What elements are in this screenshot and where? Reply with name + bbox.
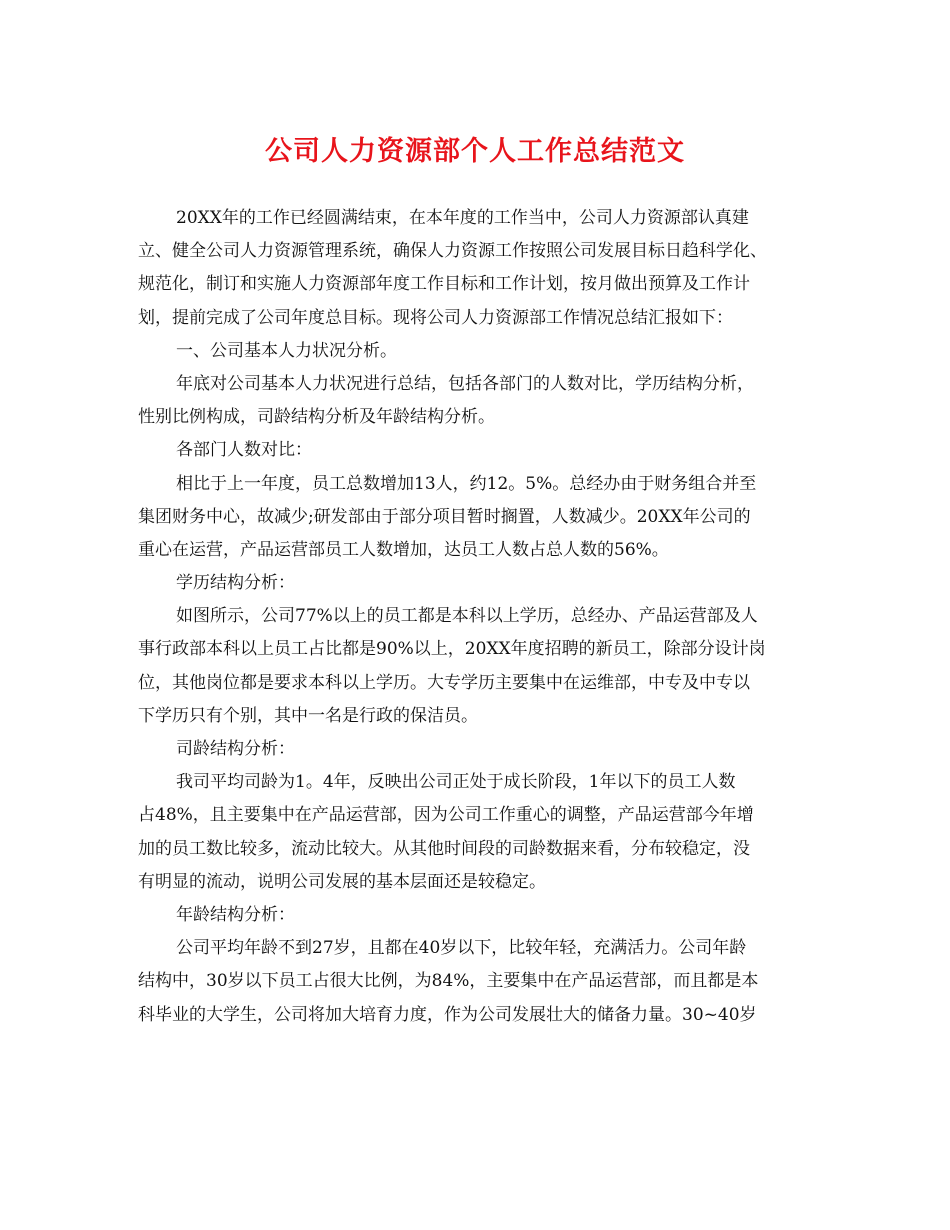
subsection-heading: 司龄结构分析： [176, 739, 295, 759]
paragraph-line: 占48%，且主要集中在产品运营部，因为公司工作重心的调整，产品运营部今年增 [138, 805, 754, 826]
paragraph-line: 有明显的流动，说明公司发展的基本层面还是较稳定。 [138, 871, 546, 892]
subsection-heading: 各部门人数对比： [176, 440, 312, 461]
paragraph-line: 性别比例构成，司龄结构分析及年龄结构分析。 [138, 407, 495, 428]
paragraph-line: 集团财务中心，故减少;研发部由于部分项目暂时搁置，人数减少。20XX年公司的 [138, 506, 751, 527]
paragraph-line: 重心在运营，产品运营部员工人数增加，达员工人数占总人数的56%。 [138, 539, 669, 560]
paragraph-line: 结构中，30岁以下员工占很大比例，为84%，主要集中在产品运营部，而且都是本 [138, 971, 759, 992]
paragraph-line: 相比于上一年度，员工总数增加13人，约12。5%。总经办由于财务组合并至 [176, 473, 757, 494]
paragraph-line: 位，其他岗位都是要求本科以上学历。大专学历主要集中在运维部，中专及中专以 [138, 672, 750, 693]
paragraph-line: 下学历只有个别，其中一名是行政的保洁员。 [138, 705, 478, 726]
paragraph-line: 加的员工数比较多，流动比较大。从其他时间段的司龄数据来看，分布较稳定，没 [138, 838, 750, 859]
paragraph-line: 规范化，制订和实施人力资源部年度工作目标和工作计划，按月做出预算及工作计 [138, 274, 750, 295]
paragraph-line: 公司平均年龄不到27岁，且都在40岁以下，比较年轻，充满活力。公司年龄 [176, 938, 747, 959]
section-heading: 一、公司基本人力状况分析。 [176, 340, 397, 361]
paragraph-line: 如图所示，公司77%以上的员工都是本科以上学历，总经办、产品运营部及人 [176, 606, 758, 627]
document-body [138, 202, 828, 1032]
subsection-heading: 学历结构分析： [176, 573, 295, 594]
subsection-heading: 年龄结构分析： [176, 904, 295, 925]
paragraph-line: 划，提前完成了公司年度总目标。现将公司人力资源部工作情况总结汇报如下： [138, 307, 733, 328]
paragraph-line: 事行政部本科以上员工占比都是90%以上，20XX年度招聘的新员工，除部分设计岗 [138, 639, 766, 660]
document-title: 公司人力资源部个人工作总结范文 [265, 136, 685, 167]
paragraph-line: 立、健全公司人力资源管理系统，确保人力资源工作按照公司发展目标日趋科学化、 [138, 241, 767, 262]
paragraph-line: 年底对公司基本人力状况进行总结，包括各部门的人数对比，学历结构分析， [176, 373, 754, 394]
paragraph-line: 20XX年的工作已经圆满结束，在本年度的工作当中，公司人力资源部认真建 [176, 208, 749, 228]
paragraph-line: 科毕业的大学生，公司将加大培育力度，作为公司发展壮大的储备力量。30~40岁 [138, 1004, 757, 1025]
paragraph-line: 我司平均司龄为1。4年，反映出公司正处于成长阶段，1年以下的员工人数 [176, 772, 736, 793]
